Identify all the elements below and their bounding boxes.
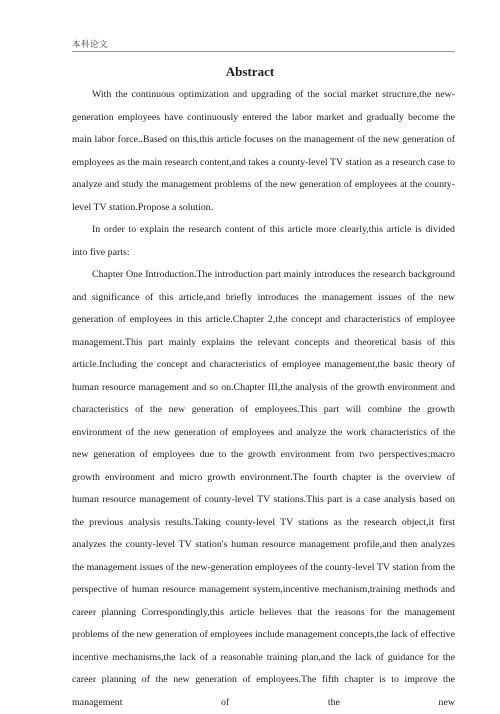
paragraph-intro: With the continuous optimization and upgrading of the social market structure,the new-generation employees have continuously entered the labor market and gradually become the main labor force..Based on this,this article focuses on the management of the new generation of employees as the main research content,and takes a county-level TV station as a research case to analyze and study the management problems of the new generation of employees at the county-level TV station.Propose a solution.	[72, 89, 455, 213]
header-divider	[72, 51, 455, 52]
paragraph-structure: In order to explain the research content of this article more clearly,this article is divided into five parts:	[72, 224, 455, 258]
paragraph-chapters: Chapter One Introduction.The introduction part mainly introduces the research background and significance of this article,and briefly introduces the management issues of the new generation of employees in this article.Chapter 2,the concept and characteristics of employee management.This part mainly explains the relevant concepts and theoretical basis of this article.Including the concept and characteristics of employee management,the basic theory of human resource management and so on.Chapter III,the analysis of the growth environment and characteristics of the new generation of employees.This part will combine the growth environment of the new generation of employees and analyze the work characteristics of the new generation of employees due to the growth environment from two perspectives:macro growth environment and micro growth environment.The fourth chapter is the overview of human resource management of county-level TV stations.This part is a case analysis based on the previous analysis results.Taking county-level TV stations as the research object,it first analyzes the county-level TV station's human resource management profile,and then analyzes the management issues of the new-generation employees of the county-level TV station from the perspective of human resource management system,incentive mechanism,training methods and career planning Correspondingly,this article believes that the reasons for the management problems of the new generation of employees include management concepts,the lack of effective incentive mechanisms,the lack of a reasonable training plan,and the lack of guidance for the career planning of the new generation of employees.The fifth chapter is to improve the management of the new	[72, 269, 455, 708]
abstract-body	[72, 84, 455, 714]
running-header: 本科论文	[72, 40, 109, 50]
abstract-title: Abstract	[225, 64, 275, 79]
